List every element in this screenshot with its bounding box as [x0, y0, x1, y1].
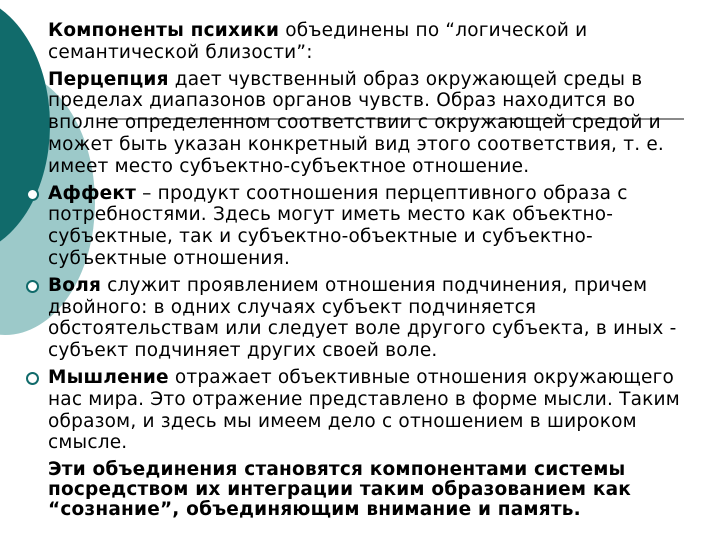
conclusion-paragraph: Эти объединения становятся компонентами системы посредством их интеграции таким образованием как “сознание”, объединяющим внимание и память.: [48, 459, 632, 521]
bullet-will: [26, 275, 694, 362]
intro-text: объединены по “логической и семантической близости”:: [48, 20, 588, 63]
perception-paragraph: [26, 69, 694, 178]
bullet-term: Воля: [48, 274, 102, 296]
bullet-affect: [26, 183, 694, 270]
intro-term: Компоненты психики: [48, 20, 280, 41]
bullet-thinking: [26, 367, 694, 454]
perception-term: Перцепция: [48, 68, 169, 90]
bullet-text: – продукт соотношения перцептивного образа с потребностями. Здесь могут иметь место как объектно-субъектные, так и субъектно-объектные и субъектно-субъектные отношения.: [48, 182, 628, 269]
perception-text: дает чувственный образ окружающей среды в пределах диапазонов органов чувств. Образ находится во вполне определенном соответствии с окружающей средой и может быть указан конкретный вид этого соответствия, т. е. имеет место субъектно-субъектное отношение.: [48, 68, 665, 177]
intro-paragraph: [26, 20, 694, 64]
bullet-text: отражает объективные отношения окружающего нас мира. Это отражение представлено в форме мысли. Таким образом, и здесь мы имеем дело с отношением в широком смысле.: [48, 366, 680, 454]
bullet-term: Мышление: [48, 366, 169, 388]
slide-content: [26, 20, 694, 525]
bullet-text: служит проявлением отношения подчинения, причем двойного: в одних случаях субъект подчиняется обстоятельствам или следует воле другого субъекта, в иных - субъект подчиняет других своей воле.: [48, 274, 677, 362]
bullet-term: Аффект: [48, 182, 137, 204]
